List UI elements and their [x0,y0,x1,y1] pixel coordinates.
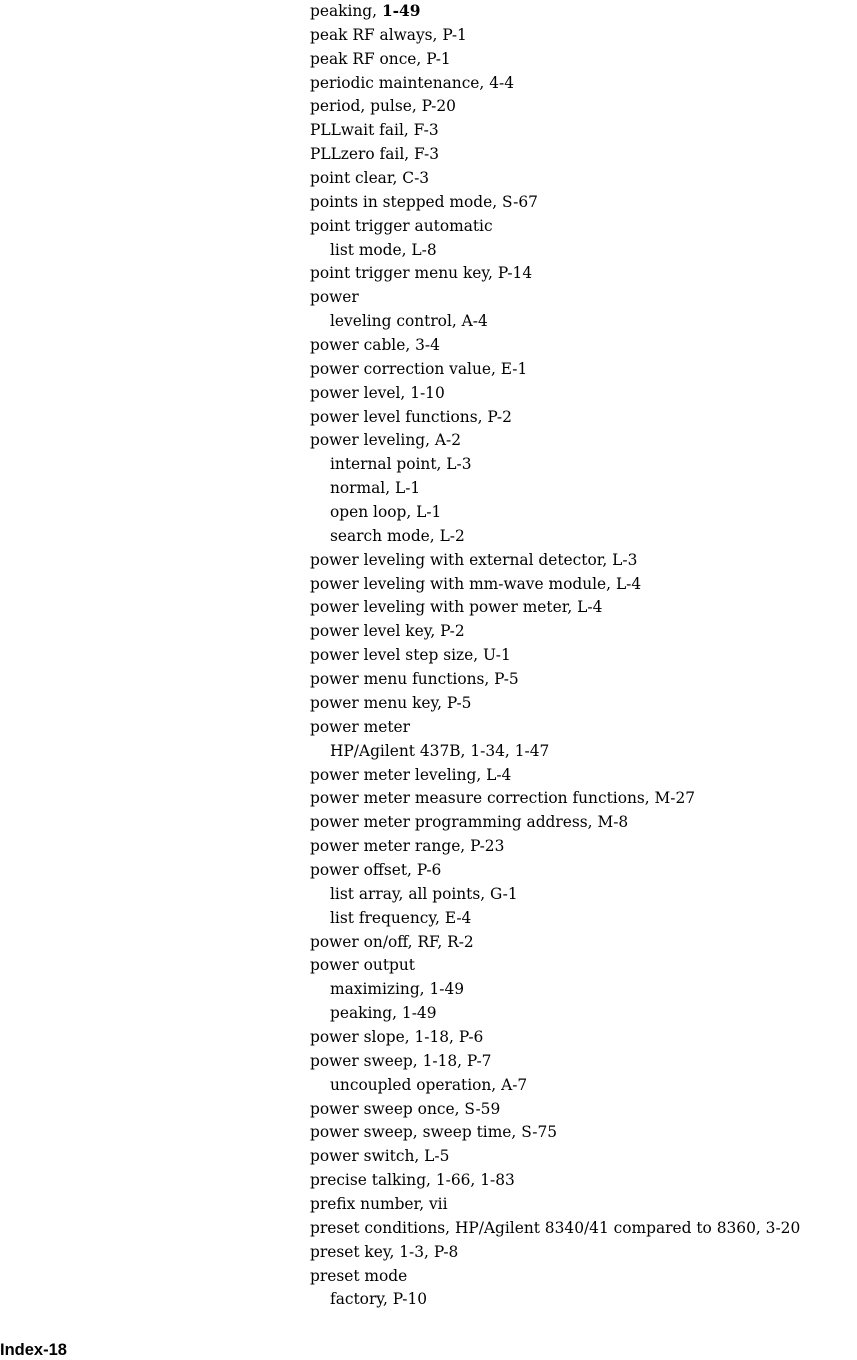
index-entry [310,787,800,811]
index-entry-text: peaking, 1-49 [330,1004,437,1023]
index-entry-text: preset mode [310,1266,408,1285]
index-entry-text: power leveling with mm-wave module, L-4 [310,574,642,593]
index-entry-text: power level key, P-2 [310,622,465,641]
index-entry-text: precise talking, 1-66, 1-83 [310,1171,515,1190]
index-entry-text: power meter measure correction functions, M-27 [310,789,696,808]
index-entry-text: power sweep, sweep time, S-75 [310,1123,558,1142]
index-entry-text: power meter [310,717,411,736]
index-entry-text: power slope, 1-18, P-6 [310,1027,484,1046]
index-subentry [310,883,800,907]
index-entry-text: power leveling with external detector, L-3 [310,550,638,569]
index-entry [310,262,800,286]
index-entry [310,95,800,119]
index-entry-text: power leveling, A-2 [310,431,461,450]
index-entry [310,48,800,72]
index-subentry [310,1002,800,1026]
index-subentry [310,310,800,334]
index-entry-text: power leveling with power meter, L-4 [310,598,603,617]
index-entry-text: list mode, L-8 [330,240,437,259]
index-subentry [310,1288,800,1312]
index-entry [310,549,800,573]
index-entry [310,644,800,668]
index-entry-text: power level, 1-10 [310,383,445,402]
index-subentry [310,525,800,549]
index-entry-text: peak RF once, P-1 [310,49,451,68]
index-entry [310,668,800,692]
index-entry-text: prefix number, vii [310,1194,448,1213]
index-entry-text: point trigger automatic [310,216,493,235]
index-entry-text: uncoupled operation, A-7 [330,1075,528,1094]
index-entry-text: power [310,288,359,307]
index-entry-text: power menu key, P-5 [310,693,472,712]
index-entry-text: power cable, 3-4 [310,336,440,355]
index-entry [310,286,800,310]
index-entry-text: maximizing, 1-49 [330,980,465,999]
index-entry [310,954,800,978]
index-entry-text: preset key, 1-3, P-8 [310,1242,459,1261]
index-entry-text: PLLwait fail, F-3 [310,121,439,140]
index-entry [310,1145,800,1169]
index-entry [310,573,800,597]
index-entry-text: factory, P-10 [330,1290,428,1309]
index-subentry [310,740,800,764]
index-entry [310,1026,800,1050]
index-entry-text: PLLzero fail, F-3 [310,145,440,164]
index-entry-text: power on/off, RF, R-2 [310,932,474,951]
index-entry [310,1121,800,1145]
index-entry [310,1169,800,1193]
index-entry-text: power sweep once, S-59 [310,1099,501,1118]
index-entry-text: power correction value, E-1 [310,359,528,378]
index-entry-text: power level step size, U-1 [310,646,511,665]
index-entry-text: power sweep, 1-18, P-7 [310,1051,492,1070]
index-entry [310,596,800,620]
index-entry-text: power level functions, P-2 [310,407,512,426]
index-entry [310,215,800,239]
index-entry-text: power meter programming address, M-8 [310,813,629,832]
index-entry-text: normal, L-1 [330,479,421,498]
index-entry-text: internal point, L-3 [330,455,472,474]
index-entry-text: open loop, L-1 [330,503,442,522]
index-entry [310,859,800,883]
index-entry [310,358,800,382]
index-entry-text: period, pulse, P-20 [310,97,456,116]
index-entry-text: point clear, C-3 [310,169,430,188]
index-entry-text: peaking, [310,2,382,20]
index-entry [310,620,800,644]
index-entry [310,0,800,24]
index-entry [310,1193,800,1217]
index-entry-text: point trigger menu key, P-14 [310,264,533,283]
index-subentry [310,453,800,477]
index-entry-text: HP/Agilent 437B, 1-34, 1-47 [330,741,550,760]
page-number-footer: Index-18 [0,1341,67,1359]
index-entry [310,1098,800,1122]
index-entry-text: power output [310,956,415,975]
index-subentry [310,1074,800,1098]
index-entry-text: power meter leveling, L-4 [310,765,512,784]
index-entry-text: leveling control, A-4 [330,312,488,331]
index-entry [310,1241,800,1265]
index-entry [310,429,800,453]
index-entry-text: list frequency, E-4 [330,908,472,927]
index-entry [310,811,800,835]
index-entry-text: power meter range, P-23 [310,837,505,856]
index-entry [310,191,800,215]
index-entry [310,835,800,859]
index-subentry [310,239,800,263]
index-entry [310,406,800,430]
index-entry [310,24,800,48]
index-subentry [310,907,800,931]
index-entry [310,1217,800,1241]
index-entry [310,334,800,358]
index-entry-text: points in stepped mode, S-67 [310,192,538,211]
index-entry-text: power switch, L-5 [310,1147,450,1166]
index-subentry [310,501,800,525]
index-entry [310,1265,800,1289]
index-entry-text: power offset, P-6 [310,860,442,879]
index-entry-text: search mode, L-2 [330,526,465,545]
index-entry [310,72,800,96]
index-entry [310,167,800,191]
index-subentry [310,477,800,501]
index-entry [310,1050,800,1074]
index-entry-bold-ref: 1-49 [381,2,421,20]
index-entry [310,692,800,716]
index-entry-text: power menu functions, P-5 [310,670,519,689]
index-entry [310,716,800,740]
index-entry-text: periodic maintenance, 4-4 [310,73,514,92]
index-subentry [310,978,800,1002]
index-entry [310,143,800,167]
index-entry-text: peak RF always, P-1 [310,25,467,44]
index-entry [310,382,800,406]
index-entry-text: list array, all points, G-1 [330,884,518,903]
index-entry [310,931,800,955]
index-entry [310,764,800,788]
index-entry [310,119,800,143]
index-entry-list [310,0,800,1312]
index-entry-text: preset conditions, HP/Agilent 8340/41 compared to 8360, 3-20 [310,1218,801,1237]
